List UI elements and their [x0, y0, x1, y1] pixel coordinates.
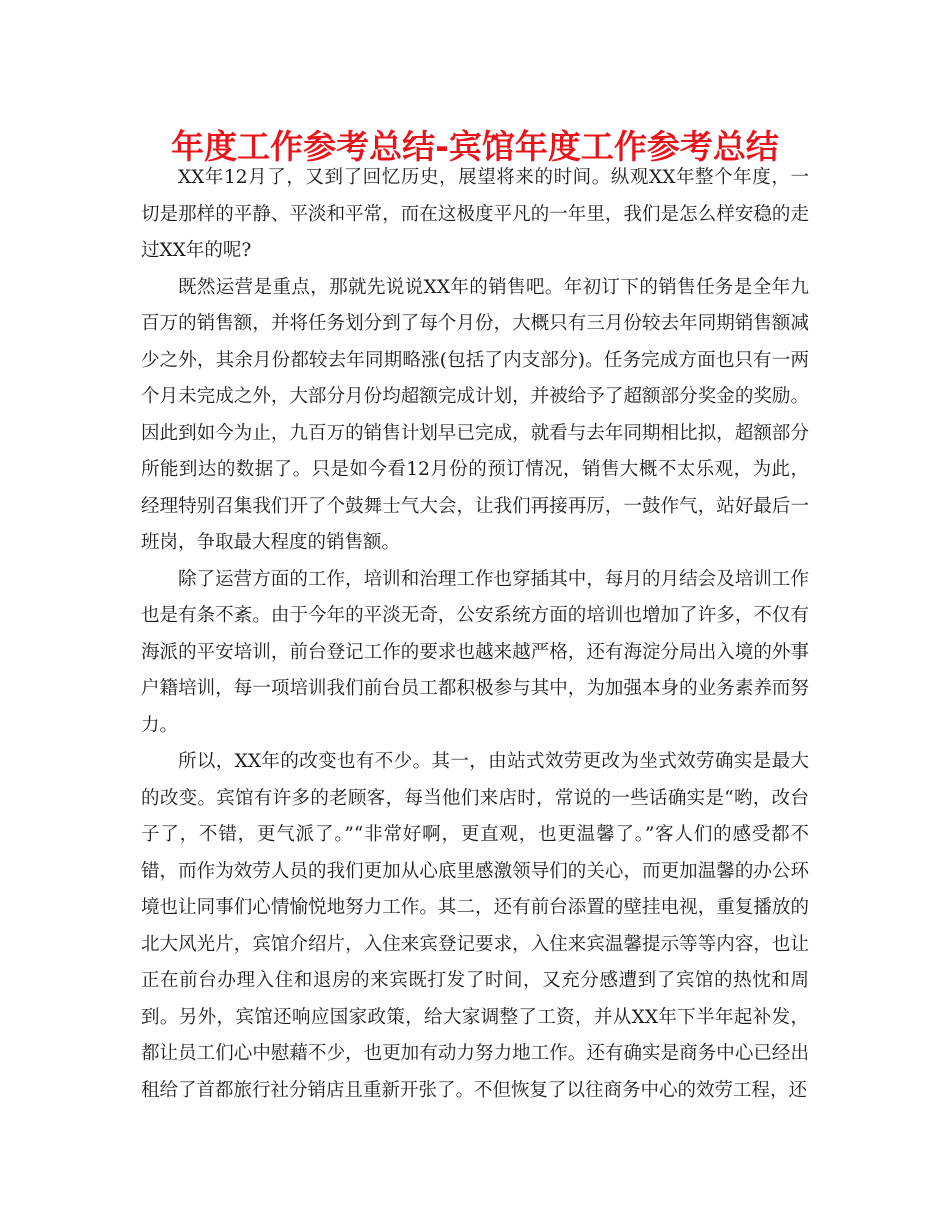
document-title: 年度工作参考总结-宾馆年度工作参考总结	[171, 127, 779, 166]
paragraph-1: XX年12月了，又到了回忆历史，展望将来的时间。纵观XX年整个年度，一切是那样的平静、平淡和平常，而在这极度平凡的一年里，我们是怎么样安稳的走过XX年的呢?	[141, 167, 809, 261]
document-body	[141, 160, 809, 1109]
paragraph-4: 所以，XX年的改变也有不少。其一，由站式效劳更改为坐式效劳确实是最大的改变。宾馆有许多的老顾客，每当他们来店时，常说的一些话确实是“哟，改台子了，不错，更气派了。”“非常好啊，更直观，也更温馨了。”客人们的感受都不错，而作为效劳人员的我们更加从心底里感激领导们的关心，而更加温馨的办公环境也让同事们心情愉悦地努力工作。其二，还有前台添置的壁挂电视，重复播放的北大风光片，宾馆介绍片，入住来宾登记要求，入住来宾温馨提示等等内容，也让正在前台办理入住和退房的来宾既打发了时间，又充分感遭到了宾馆的热忱和周到。另外，宾馆还响应国家政策，给大家调整了工资，并从XX年下半年起补发，都让员工们心中慰藉不少，也更加有动力努力地工作。还有确实是商务中心已经出租给了首都旅行社分销店且重新开张了。不但恢复了以往商务中心的效劳工程，还	[141, 751, 809, 1101]
paragraph-2: 既然运营是重点，那就先说说XX年的销售吧。年初订下的销售任务是全年九百万的销售额，并将任务划分到了每个月份，大概只有三月份较去年同期销售额减少之外，其余月份都较去年同期略涨(包括了内支部分)。任务完成方面也只有一两个月未完成之外，大部分月份均超额完成计划，并被给予了超额部分奖金的奖励。因此到如今为止，九百万的销售计划早已完成，就看与去年同期相比拟，超额部分所能到达的数据了。只是如今看12月份的预订情况，销售大概不太乐观，为此，经理特别召集我们开了个鼓舞士气大会，让我们再接再厉，一鼓作气，站好最后一班岗，争取最大程度的销售额。	[141, 276, 809, 553]
paragraph-3: 除了运营方面的工作，培训和治理工作也穿插其中，每月的月结会及培训工作也是有条不紊。由于今年的平淡无奇，公安系统方面的培训也增加了许多，不仅有海派的平安培训，前台登记工作的要求也越来越严格，还有海淀分局出入境的外事户籍培训，每一项培训我们前台员工都积极参与其中，为加强本身的业务素养而努力。	[141, 568, 809, 736]
